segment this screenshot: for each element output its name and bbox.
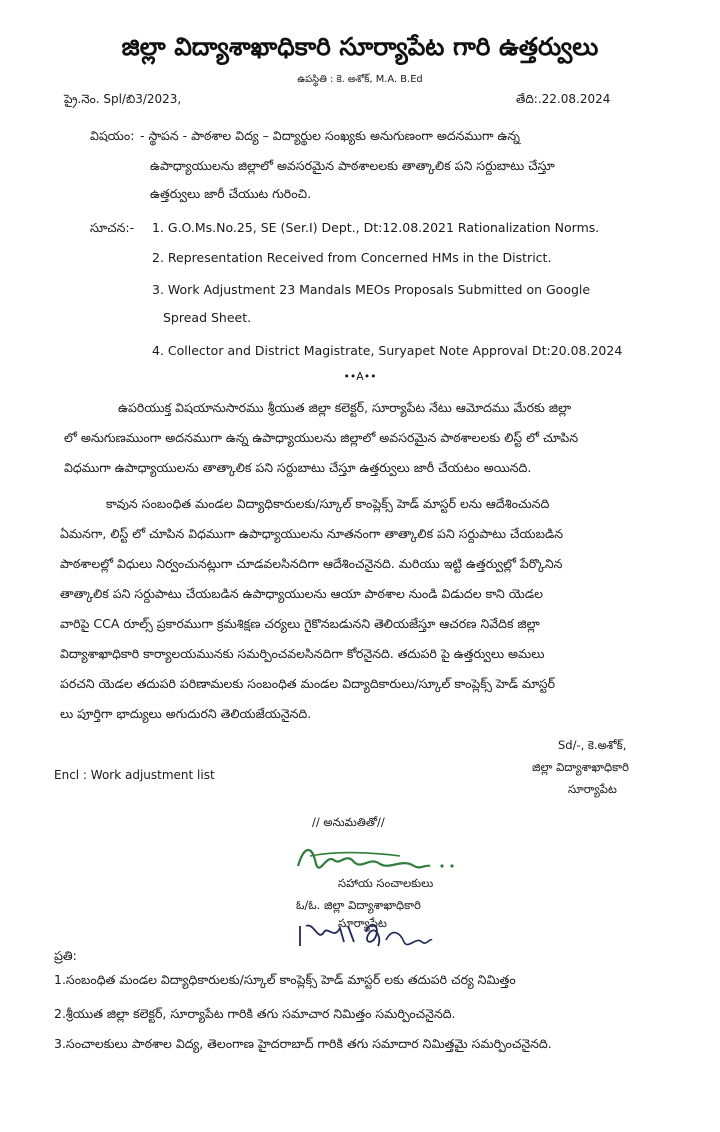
reference-item: 3. Work Adjustment 23 Mandals MEOs Proposals Submitted on Google <box>152 282 591 297</box>
copy-to-item: 2.శ్రీయుత జిల్లా కలెక్టర్, సూర్యాపేట గారికి తగు సమాచార నిమిత్తం సమర్పించనైనది. <box>54 1006 456 1021</box>
order-date: తేది:.22.08.2024 <box>516 92 611 106</box>
signature-line: జిల్లా విద్యాశాఖాధికారి <box>532 760 629 774</box>
by-order-note: // అనుమతితో// <box>312 815 385 829</box>
paragraph-line: విద్యాశాఖాధికారి కార్యాలయమునకు సమర్పించవలసినదిగా కోరనైనది. తదుపరి పై ఉత్తర్వులు అమలు <box>60 646 545 661</box>
paragraph-line: లో అనుగుణముంగా అదనముగా ఉన్న ఉపాధ్యాయులను జిల్లాలో అవసరమైన పాఠశాలలకు లిస్ట్ లో చూపిన <box>64 430 579 445</box>
paragraph-line: ఉపరియుక్త విషయానుసారము శ్రీయుత జిల్లా కలెక్టర్, సూర్యాపేట నేటు ఆమోదము మేరకు జిల్లా <box>118 400 572 415</box>
paragraph-line: విధముగా ఉపాధ్యాయులను తాత్కాలిక పని సర్దుబాటు చేస్తూ ఉత్తర్వులు జారీ చేయటం అయినది. <box>64 460 532 475</box>
signature-line: సూర్యాపేట <box>568 782 617 796</box>
attestation-line: సూర్యాపేట <box>338 916 387 930</box>
paragraph-line: వారిపై CCA రూల్స్ ప్రకారముగా క్రమశిక్షణ చర్యలు గైకొనబడునని తెలియజేస్తూ ఆచరణ నివేదిక జిల్లా <box>60 616 540 631</box>
reference-item: Spread Sheet. <box>163 310 252 325</box>
order-marker: ••A•• <box>343 370 377 383</box>
initials-scribble <box>296 912 436 958</box>
reference-label: సూచన:- <box>90 220 135 235</box>
copy-to-item: 1.సంబంధిత మండల విద్యాధికారులకు/స్కూల్ కాంప్లెక్స్ హెడ్ మాస్టర్ లకు తదుపరి చర్య నిమిత్తం <box>54 972 516 987</box>
subject-label: విషయం: <box>90 128 135 143</box>
paragraph-line: తాత్కాలిక పని సర్దుపాటు చేయబడిన ఉపాధ్యాయులను ఆయా పాఠశాల నుండి విడుదల కాని యెడల <box>60 586 543 601</box>
paragraph-line: కావున సంబంధిత మండల విద్యాధికారులకు/స్కూల్ కాంప్లెక్స్ హెడ్ మాస్టర్ లను ఆదేశించునది <box>106 496 550 511</box>
reference-item: 4. Collector and District Magistrate, Suryapet Note Approval Dt:20.08.2024 <box>152 343 623 358</box>
paragraph-line: లు పూర్తిగా భాద్యులు అగుదురని తెలియజేయనైనది. <box>60 706 312 721</box>
subject-line: ఉత్తర్వులు జారీ చేయుట గురించి. <box>150 186 312 201</box>
reference-item: 1. G.O.Ms.No.25, SE (Ser.I) Dept., Dt:12.08.2021 Rationalization Norms. <box>152 220 600 235</box>
paragraph-line: పరచని యెడల తదుపరి పరిణామలకు సంబంధిత మండల విద్యాదికారులు/స్కూల్ కాంప్లెక్స్ హెడ్ మాస్టర్ <box>60 676 556 691</box>
enclosure-note: Encl : Work adjustment list <box>54 768 215 782</box>
paragraph-line: పాఠశాలల్లో విధులు నిర్వంచునట్లుగా చూడవలసినదిగా ఆదేశించనైనది. మరియు ఇట్టి ఉత్తర్వుల్లో పేర్కొనిన <box>60 556 563 571</box>
signature-line: Sd/-, కె.అశోక్, <box>558 738 627 752</box>
subject-line: ఉపాధ్యాయులను జిల్లాలో అవసరమైన పాఠశాలలకు తాత్కాలిక పని సర్దుబాటు చేస్తూ <box>150 158 555 173</box>
reference-number: ప్రై.నెం. Spl/బి3/2023, <box>64 92 182 106</box>
subject-line: - స్థాపన - పాఠశాల విద్య – విద్యార్థుల సంఖ్యకు అనుగుణంగా అదనముగా ఉన్న <box>140 128 520 143</box>
document-title: జిల్లా విద్యాశాఖాధికారి సూర్యాపేట గారి ఉత్తర్వులు <box>121 32 599 61</box>
reference-item: 2. Representation Received from Concerned HMs in the District. <box>152 250 552 265</box>
attestation-line: సహాయ సంచాలకులు <box>338 876 434 890</box>
copy-to-label: ప్రతి: <box>54 948 77 963</box>
copy-to-item: 3.సంచాలకులు పాఠశాల విద్య, తెలంగాణ హైదరాబాద్ గారికి తగు సమాదార నిమిత్తమై సమర్పించనైనది. <box>54 1036 552 1051</box>
document-subtitle: ఉపస్థితి : కె. అశోక్, M.A. B.Ed <box>297 74 423 85</box>
paragraph-line: ఏమనగా, లిస్ట్ లో చూపిన విధముగా ఉపాధ్యాయులను నూతనంగా తాత్కాలిక పని సర్దుపాటు చేయబడిన <box>60 526 564 541</box>
attestation-line: ఓ/ఓ. జిల్లా విద్యాశాఖాధికారి <box>296 898 421 912</box>
